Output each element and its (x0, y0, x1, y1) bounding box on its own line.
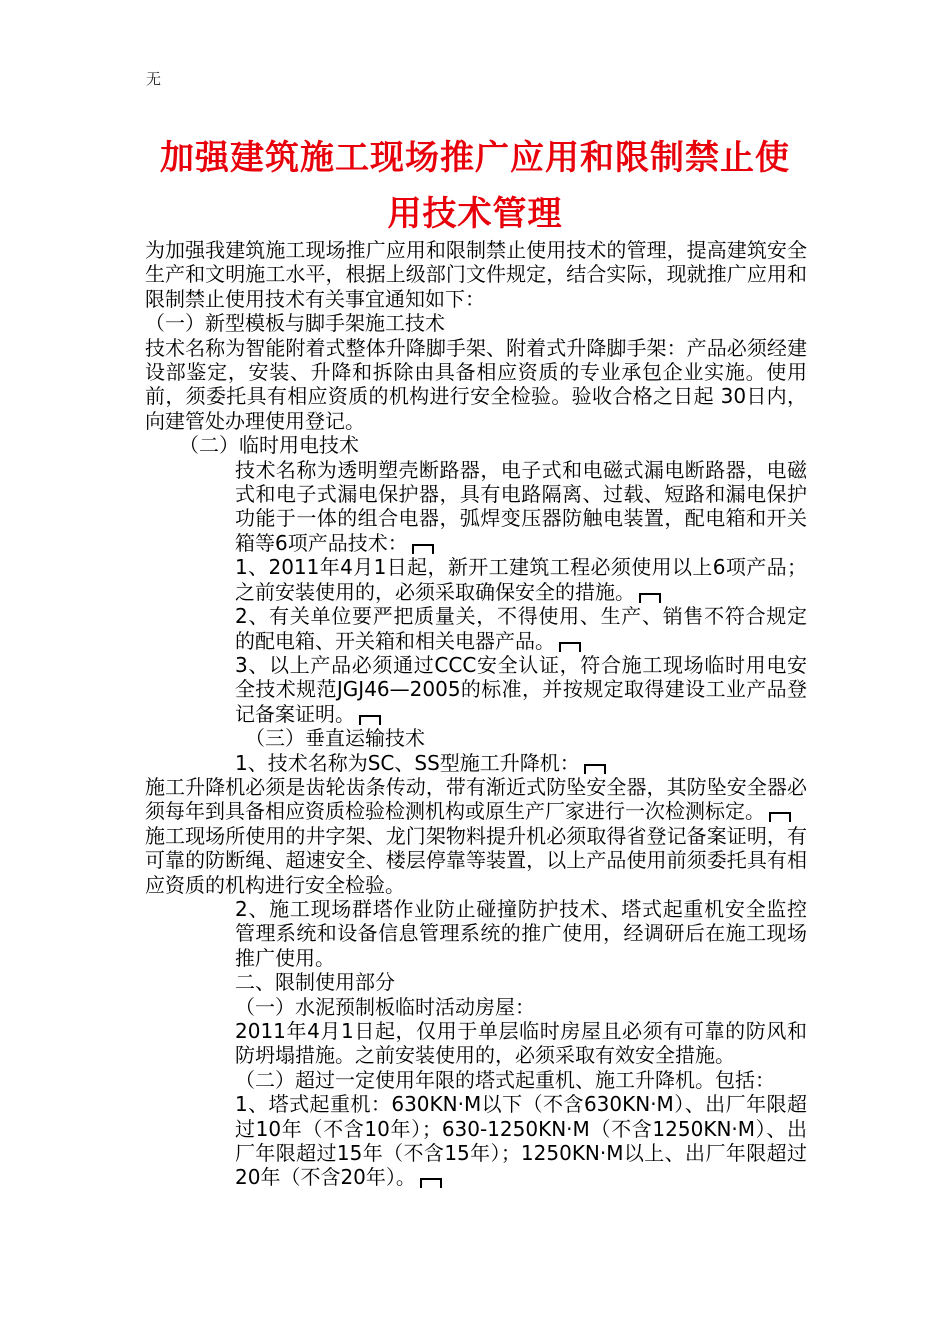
paragraph (145, 311, 807, 335)
paragraph-text: 2、施工现场群塔作业防止碰撞防护技术、塔式起重机安全监控管理系统和设备信息管理系统的推广使用，经调研后在施工现场推广使用。 (235, 896, 807, 970)
paragraph-text: 2011年4月1日起，仅用于单层临时房屋且必须有可靠的防风和防坍塌措施。之前安装使用的，必须采取有效安全措施。 (235, 1019, 807, 1068)
paragraph (145, 897, 807, 970)
document-body (145, 238, 811, 1190)
paragraph-text: （二）临时用电技术 (179, 433, 359, 458)
paragraph-text: （二）超过一定使用年限的塔式起重机、施工升降机。包括： (235, 1067, 775, 1092)
paragraph (145, 1092, 807, 1190)
document-title: 加强建筑施工现场推广应用和限制禁止使用技术管理 (160, 138, 790, 234)
paragraph-text: 施工现场所使用的井字架、龙门架物料提升机必须取得省登记备案证明，有可靠的防断绳、超速安全、楼层停靠等装置，以上产品使用前须委托具有相应资质的机构进行安全检验。 (145, 799, 811, 897)
paragraph (145, 433, 807, 457)
paragraph-text: （一）新型模板与脚手架施工技术 (145, 311, 445, 336)
paragraph (145, 1068, 807, 1092)
paragraph (145, 995, 807, 1019)
header-mark: 无 (146, 70, 162, 88)
paragraph-text: 2、有关单位要严把质量关，不得使用、生产、销售不符合规定的配电箱、开关箱和相关电器产品。 (235, 604, 807, 653)
paragraph (145, 653, 807, 726)
paragraph (145, 970, 807, 994)
paragraph-text: 1、2011年4月1日起，新开工建筑工程必须使用以上6项产品；之前安装使用的，必须采取确保安全的措施。 (235, 555, 807, 604)
paragraph (145, 774, 811, 897)
return-mark-icon (769, 812, 791, 822)
paragraph (145, 604, 807, 653)
paragraph-text: 1、塔式起重机：630KN·M以下（不含630KN·M）、出厂年限超过10年（不含10年）；630-1250KN·M（不含1250KN·M）、出厂年限超过15年（不含15年）；1250KN·M以上、出厂年限超过20年（不含20年）。 (235, 1092, 807, 1190)
paragraph (145, 751, 807, 775)
paragraph (145, 1019, 807, 1068)
paragraph-text: （一）水泥预制板临时活动房屋： (235, 994, 535, 1019)
paragraph (145, 458, 807, 556)
paragraph-text: 3、以上产品必须通过CCC安全认证，符合施工现场临时用电安全技术规范JGJ46—2005的标准，并按规定取得建设工业产品登记备案证明。 (235, 652, 807, 726)
paragraph-text: 1、技术名称为SC、SS型施工升降机： (235, 750, 580, 775)
return-mark-icon (420, 1178, 442, 1188)
paragraph (145, 336, 807, 434)
paragraph-text: 技术名称为透明塑壳断路器，电子式和电磁式漏电断路器，电磁式和电子式漏电保护器，具有电路隔离、过载、短路和漏电保护功能于一体的组合电器，弧焊变压器防触电装置，配电箱和开关箱等6项产品技术： (235, 457, 807, 555)
paragraph-text: 技术名称为智能附着式整体升降脚手架、附着式升降脚手架：产品必须经建设部鉴定，安装、升降和拆除由具备相应资质的专业承包企业实施。使用前，须委托具有相应资质的机构进行安全检验。验收合格之日起 30日内，向建管处办理使用登记。 (145, 335, 807, 433)
paragraph (145, 238, 807, 311)
paragraph (145, 726, 807, 750)
paragraph-text: 为加强我建筑施工现场推广应用和限制禁止使用技术的管理，提高建筑安全生产和文明施工水平，根据上级部门文件规定，结合实际，现就推广应用和限制禁止使用技术有关事宜通知如下： (145, 238, 807, 311)
paragraph-text: （三）垂直运输技术 (245, 726, 425, 751)
return-mark-icon (584, 764, 606, 774)
return-mark-icon (559, 642, 581, 652)
paragraph (145, 555, 807, 604)
return-mark-icon (359, 715, 381, 725)
paragraph-text: 施工升降机必须是齿轮齿条传动，带有渐近式防坠安全器，其防坠安全器必须每年到具备相应资质检验检测机构或原生产厂家进行一次检测标定。 (145, 774, 807, 824)
return-mark-icon (639, 593, 661, 603)
paragraph-text: 二、限制使用部分 (235, 970, 395, 995)
return-mark-icon (412, 544, 434, 554)
